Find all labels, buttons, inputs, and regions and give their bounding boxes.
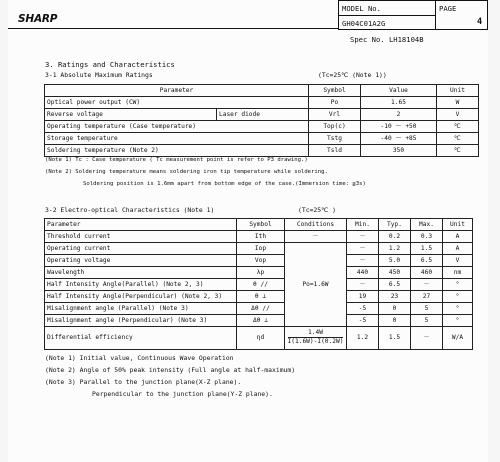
eoc-note-3: (Note 3) Parallel to the junction plane(X-Z plane). [45,378,242,386]
table-row: Operating voltage Vop － 5.0 6.5 V [45,255,473,267]
model-box [338,0,436,30]
col-header: Unit [437,85,479,97]
table-row: Soldering temperature (Note 2) Tsld 350 ℃ [45,145,479,157]
amr-title: 3-1 Absolute Maximum Ratings [45,71,153,79]
absolute-max-ratings-table [44,84,479,157]
eoc-title: 3-2 Electro-optical Characteristics (Note 1) [45,206,215,214]
col-header: Parameter [45,85,309,97]
amr-note-1: (Note 1) Tc : Case temperature ( Tc measurement point is refer to P3 drawing.) [45,157,308,163]
table-row: Half Intensity Angle(Perpendicular) (Note 2, 3) θ ⊥ 19 23 27 ° [45,291,473,303]
table-row: Wavelength λp 440 450 460 nm [45,267,473,279]
header-rule [8,28,338,29]
efficiency-condition: $\frac{1.4W}{I(1.6W)-I(0.2W)}$ [285,327,347,350]
table-row: Operating current Iop Po=1.6W － 1.2 1.5 A [45,243,473,255]
table-row: Misalignment angle (Parallel) (Note 3) Δθ // -5 0 5 ° [45,303,473,315]
amr-condition: (Tc=25℃ (Note 1)) [318,71,387,79]
eoc-note-2: (Note 2) Angle of 50% peak intensity (Full angle at half-maximum) [45,366,296,374]
spec-page [8,0,488,462]
table-row: Reverse voltage Laser diode Vrl 2 V [45,109,479,121]
page-number: 4 [477,17,483,27]
model-value: GH04C01A2G [342,19,386,28]
sharp-logo: SHARP [18,13,58,25]
col-header: Min. [347,219,379,231]
shared-condition: Po=1.6W [285,243,347,327]
page-label: PAGE [439,4,457,13]
section-title: 3. Ratings and Characteristics [45,60,175,69]
eoc-note-1: (Note 1) Initial value, Continuous Wave Operation [45,354,234,362]
col-header: Unit [443,219,473,231]
col-header: Conditions [285,219,347,231]
col-header: Typ. [379,219,411,231]
model-label: MODEL No. [342,4,381,13]
col-header: Symbol [237,219,285,231]
table-row: Differential efficiency ηd $\frac{1.4W}{I(1.6W)-I(0.2W)}$ 1.2 1.5 － W/A [45,327,473,350]
table-row: Misalignment angle (Perpendicular) (Note 3) Δθ ⊥ -5 0 5 ° [45,315,473,327]
eoc-condition: (Tc=25℃ ) [298,206,336,214]
table-row: Half Intensity Angle(Parallel) (Note 2, 3) θ // － 6.5 － ° [45,279,473,291]
amr-note-2b: Soldering position is 1.6mm apart from bottom edge of the case.(Immersion time: ≦3s) [83,181,366,187]
amr-note-2: (Note 2) Soldering temperature means soldering iron tip temperature while soldering. [45,169,328,175]
eoc-note-3b: Perpendicular to the junction plane(Y-Z plane). [92,390,273,398]
table-row: Operating temperature (Case temperature) Top(c) -10 ～ +50 ℃ [45,121,479,133]
col-header: Max. [411,219,443,231]
table-header-row [45,85,479,97]
table-row: Storage temperature Tstg -40 ～ +85 ℃ [45,133,479,145]
col-header: Symbol [309,85,361,97]
table-header-row [45,219,473,231]
table-row: Optical power output (CW) Po 1.65 W [45,97,479,109]
table-row: Threshold current Ith － － 0.2 0.3 A [45,231,473,243]
page-box [435,0,488,30]
col-header: Parameter [45,219,237,231]
electro-optical-table [44,218,473,350]
spec-number: Spec No. LH18104B [350,35,424,44]
col-header: Value [361,85,437,97]
